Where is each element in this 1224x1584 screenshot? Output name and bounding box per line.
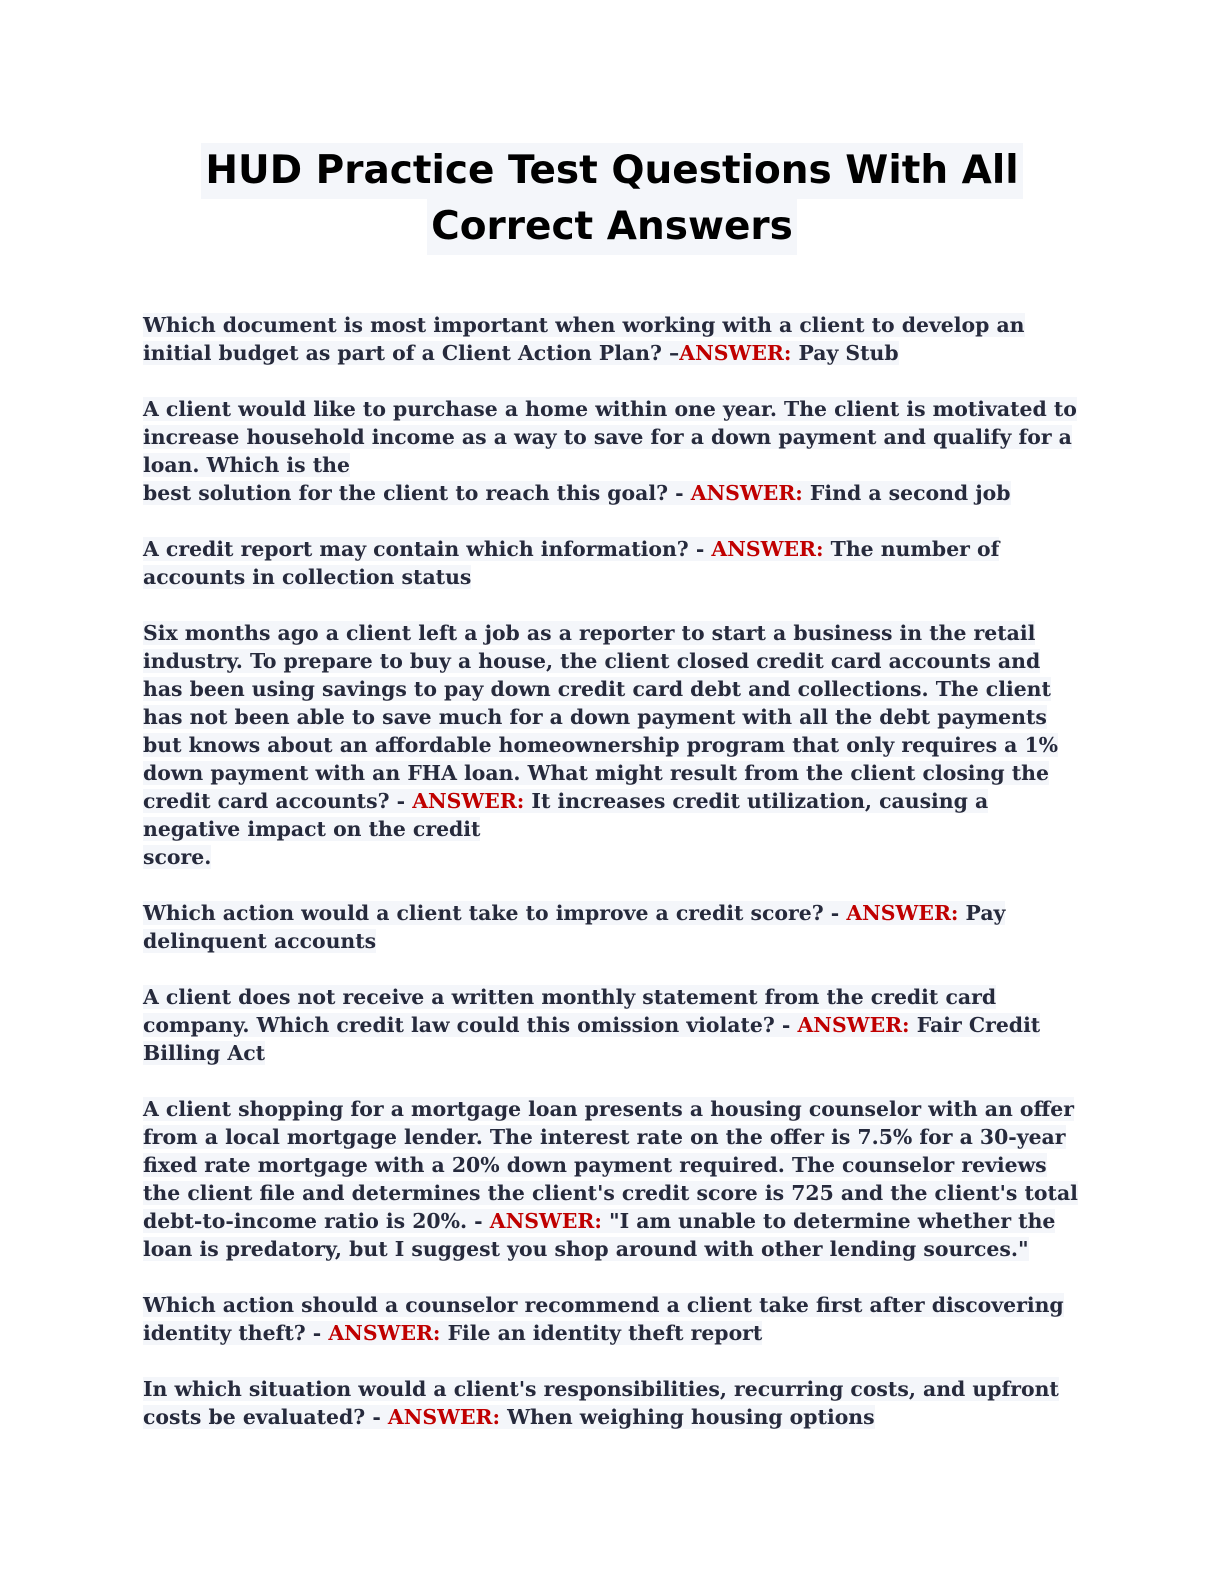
question-text: A client does not receive a written monthly statement from the credit card company. Which credit law could this omission violate? - [143,985,997,1037]
qa-item-8 [143,1291,1078,1347]
qa-item-3 [143,535,1078,591]
answer-text-cont: score. [143,845,212,869]
question-text: A client would like to purchase a home within one year. The client is motivated to increase household income as a way to save for a down payment and qualify for a loan. Which is the [143,397,1077,477]
answer-label: ANSWER: [797,1013,910,1037]
answer-text: It increases credit utilization, causing a negative impact on the credit [143,789,989,841]
answer-text: When weighing housing options [507,1405,875,1429]
qa-list [143,311,1078,1459]
answer-label: ANSWER: [387,1405,501,1429]
qa-item-5 [143,899,1078,955]
answer-text: Fair Credit Billing Act [143,1013,1041,1065]
question-text: In which situation would a client's responsibilities, recurring costs, and upfront costs be evaluated? - [143,1377,1059,1429]
qa-item-6 [143,983,1078,1067]
qa-item-2 [143,395,1078,507]
answer-text: Pay delinquent accounts [143,901,1006,953]
answer-text: File an identity theft report [447,1321,763,1345]
answer-label: ANSWER: [679,341,792,365]
question-text: Which action should a counselor recommend a client take first after discovering identity theft? - [143,1293,1064,1345]
question-text: Which document is most important when working with a client to develop an initial budget as part of a Client Action Plan? – [143,313,1025,365]
qa-item-4 [143,619,1078,871]
answer-text: "I am unable to determine whether the loan is predatory, but I suggest you shop around with other lending sources." [143,1209,1056,1261]
title-line-2: Correct Answers [427,199,797,255]
answer-label: ANSWER: [328,1321,441,1345]
qa-item-9 [143,1375,1078,1431]
question-text: Which action would a client take to improve a credit score? - [143,901,847,925]
answer-label: ANSWER: [489,1209,602,1233]
answer-label: ANSWER: [412,789,525,813]
question-text-cont: best solution for the client to reach this goal? - [143,481,691,505]
answer-text: The number of accounts in collection status [143,537,1000,589]
question-text: Six months ago a client left a job as a reporter to start a business in the retail industry. To prepare to buy a house, the client closed credit card accounts and has been using savings to pay down credit card debt and collections. The client has not been able to save much for a down payment with all the debt payments but knows about an affordable homeownership program that only requires a 1% down payment with an FHA loan. What might result from the client closing the credit card accounts? - [143,621,1059,813]
answer-text: Find a second job [809,481,1011,505]
document-title [0,143,1224,255]
answer-label: ANSWER: [846,901,959,925]
qa-item-7 [143,1095,1078,1263]
answer-text: Pay Stub [798,341,899,365]
question-text: A credit report may contain which information? - [143,537,712,561]
answer-label: ANSWER: [711,537,824,561]
answer-label: ANSWER: [690,481,803,505]
qa-item-1 [143,311,1078,367]
title-line-1: HUD Practice Test Questions With All [201,143,1022,199]
question-text: A client shopping for a mortgage loan presents a housing counselor with an offer from a local mortgage lender. The interest rate on the offer is 7.5% for a 30-year fixed rate mortgage with a 20% down payment required. The counselor reviews the client file and determines the client's credit score is 725 and the client's total debt-to-income ratio is 20%. - [143,1097,1078,1233]
